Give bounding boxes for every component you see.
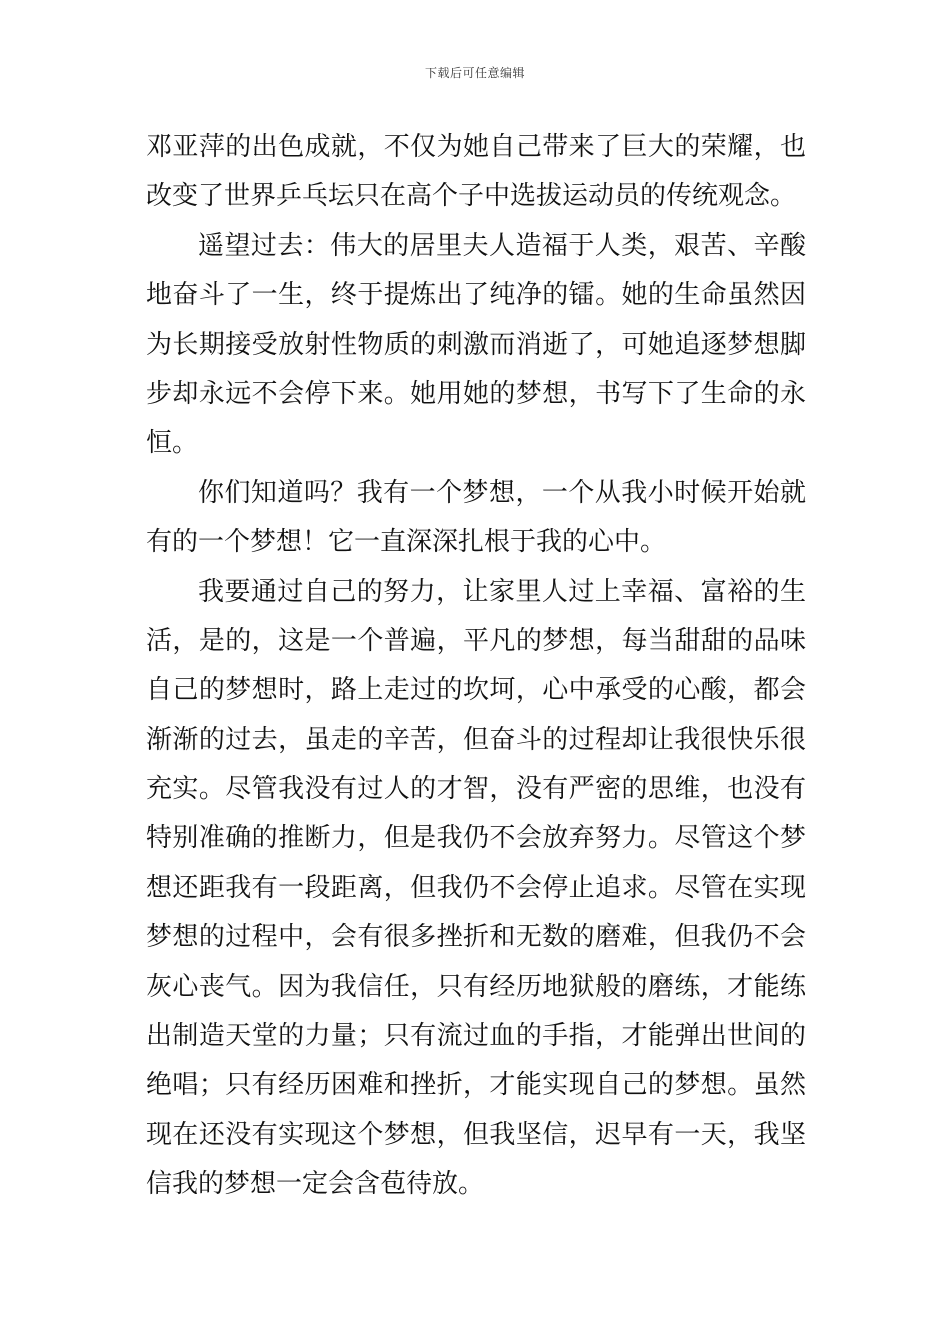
page-header: 下载后可任意编辑 [424,66,525,80]
text-line: 有的一个梦想！它一直深深扎根于我的心中。 [146,527,667,558]
text-line: 步却永远不会停下来。她用她的梦想，书写下了生命的永 [146,378,806,409]
text-line: 信我的梦想一定会含苞待放。 [146,1169,485,1200]
text-line: 渐渐的过去，虽走的辛苦，但奋斗的过程却让我很快乐很 [146,724,806,755]
text-line: 梦想的过程中，会有很多挫折和无数的磨难，但我仍不会 [146,922,806,953]
text-line: 绝唱；只有经历困难和挫折，才能实现自己的梦想。虽然 [146,1070,806,1101]
text-line: 遥望过去：伟大的居里夫人造福于人类，艰苦、辛酸 [198,230,806,261]
text-line: 改变了世界乒乓坛只在高个子中选拔运动员的传统观念。 [146,181,797,212]
text-line: 地奋斗了一生，终于提炼出了纯净的镭。她的生命虽然因 [146,280,806,311]
text-line: 现在还没有实现这个梦想，但我坚信，迟早有一天，我坚 [146,1119,806,1150]
text-line: 我要通过自己的努力，让家里人过上幸福、富裕的生 [198,576,806,607]
text-line: 想还距我有一段距离，但我仍不会停止追求。尽管在实现 [146,872,806,903]
text-line: 充实。尽管我没有过人的才智，没有严密的思维，也没有 [146,774,806,805]
paragraph [146,469,806,568]
text-line: 活，是的，这是一个普遍，平凡的梦想，每当甜甜的品味 [146,625,806,656]
text-line: 邓亚萍的出色成就，不仅为她自己带来了巨大的荣耀，也 [146,132,806,162]
text-line: 特别准确的推断力，但是我仍不会放弃努力。尽管这个梦 [146,823,806,854]
paragraph [146,568,806,1210]
text-line: 自己的梦想时，路上走过的坎坷，心中承受的心酸，都会 [146,675,806,706]
paragraph [146,222,806,469]
text-line: 你们知道吗？我有一个梦想，一个从我小时候开始就 [198,477,806,508]
text-line: 恒。 [146,428,199,459]
paragraph [146,123,806,222]
document-body [146,123,806,1210]
text-line: 灰心丧气。因为我信任，只有经历地狱般的磨练，才能练 [146,971,806,1002]
text-line: 出制造天堂的力量；只有流过血的手指，才能弹出世间的 [146,1021,806,1052]
text-line: 为长期接受放射性物质的刺激而消逝了，可她追逐梦想脚 [146,329,806,360]
